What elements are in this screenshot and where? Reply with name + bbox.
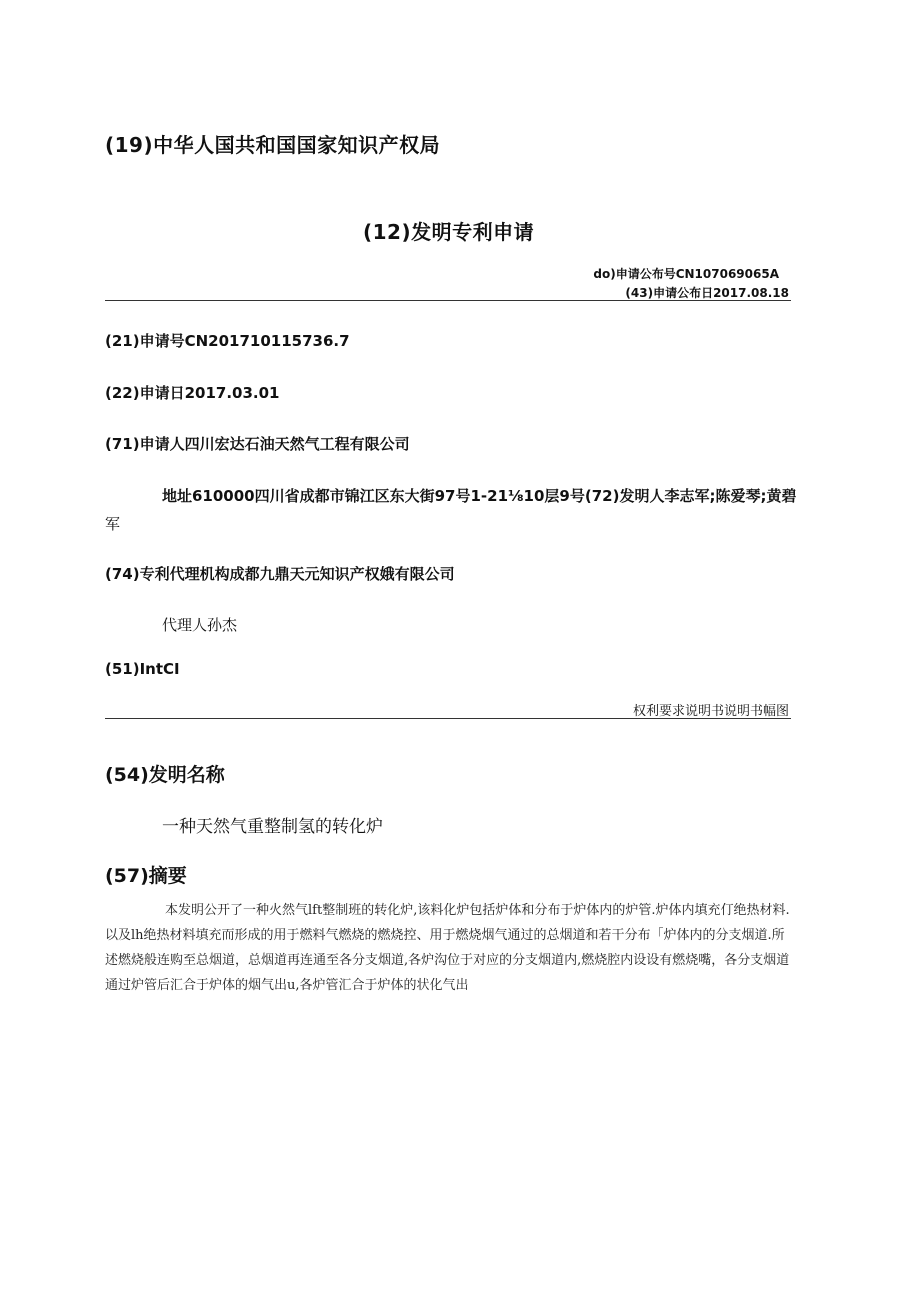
- issuing-office: (19)中华人国共和国国家知识产权局: [105, 133, 441, 157]
- abstract-text: 本发明公开了一种火然气lft整制班的转化炉,该料化炉包括炉体和分布于炉体内的炉管.炉体内填充仃绝热材料.以及lh绝热材料填充而形成的用于燃料气燃烧的燃烧控、用于燃烧烟气通过的总烟道和若干分布「炉体内的分支烟道.所述燃烧般连购至总烟道，总烟道再连通至各分支烟道,各炉沟位于对应的分支烟道内,燃烧腔内设设有燃烧嘴，各分支烟道通过炉管后汇合于炉体的烟气出u,各炉管汇合于炉体的状化气出: [105, 903, 790, 993]
- address-inventors: 地址610000四川省成都市锦江区东大街97号1-21⅛10层9号(72)发明人李志军;陈爱琴;黄碧: [162, 487, 797, 505]
- patent-agency: (74)专利代理机构成都九鼎天元知识产权娥有限公司: [105, 565, 455, 583]
- application-date: (22)申请日2017.03.01: [105, 384, 280, 402]
- publication-date: (43)申请公布日2017.08.18: [625, 286, 789, 300]
- int-classification: (51)IntCI: [105, 660, 180, 678]
- biblio-divider: [105, 718, 791, 719]
- application-number: (21)申请号CN201710115736.7: [105, 332, 350, 350]
- agent: 代理人孙杰: [162, 616, 238, 634]
- abstract-heading: (57)摘要: [105, 865, 187, 887]
- publication-number: do)申请公布号CN107069065A: [593, 267, 779, 281]
- document-type: (12)发明专利申请: [363, 220, 535, 244]
- applicant: (71)申请人四川宏达石油天然气工程有限公司: [105, 435, 410, 453]
- address-inventors-continued: 军: [105, 515, 121, 533]
- header-divider: [105, 300, 791, 301]
- document-parts: 权利要求说明书说明书幅图: [632, 704, 789, 719]
- invention-title: 一种天然气重整制氢的转化炉: [162, 817, 383, 837]
- invention-title-heading: (54)发明名称: [105, 764, 225, 786]
